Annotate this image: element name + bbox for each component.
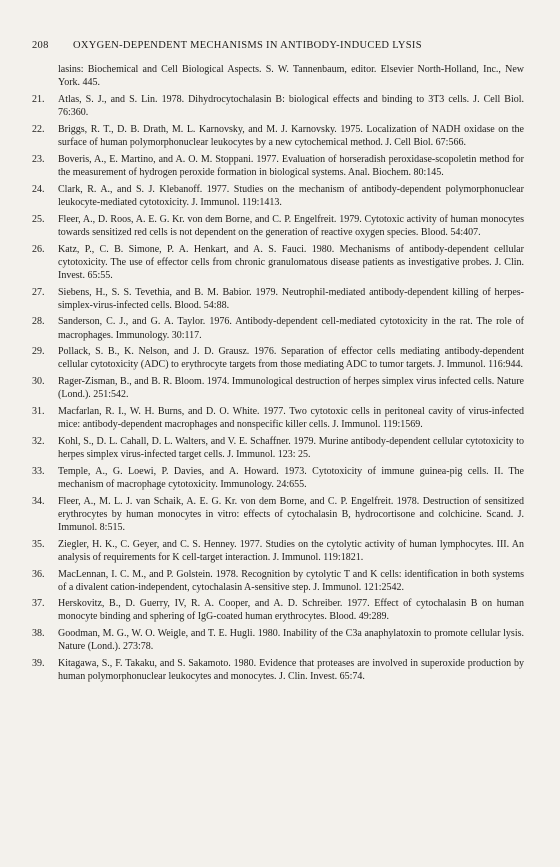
reference-text: Kohl, S., D. L. Cahall, D. L. Walters, and V. E. Schaffner. 1979. Murine antibody-dependent cellular cytotoxicity to herpes simplex virus-infected target cells. J. Immunol. 123: 25.	[58, 435, 524, 460]
reference-text: Siebens, H., S. S. Tevethia, and B. M. Babior. 1979. Neutrophil-mediated antibody-dependent killing of herpes-simplex-virus-infected cells. Blood. 54:88.	[58, 286, 524, 311]
reference-item	[32, 627, 524, 653]
reference-number: 23.	[32, 153, 45, 165]
reference-text: Rager-Zisman, B., and B. R. Bloom. 1974. Immunological destruction of herpes simplex virus infected cells. Nature (Lond.). 251:542.	[58, 376, 524, 401]
reference-number: 36.	[32, 568, 45, 580]
reference-item	[32, 123, 524, 149]
reference-item	[32, 375, 524, 401]
reference-item	[32, 538, 524, 564]
reference-text: Sanderson, C. J., and G. A. Taylor. 1976. Antibody-dependent cell-mediated cytotoxicity in the rat. The role of macrophages. Immunology. 30:117.	[58, 316, 524, 341]
reference-text: Ziegler, H. K., C. Geyer, and C. S. Henney. 1977. Studies on the cytolytic activity of human lymphocytes. III. An analysis of requirements for K cell-target interaction. J. Immunol. 119:1821.	[58, 538, 524, 563]
reference-item	[32, 93, 524, 119]
reference-text: Fleer, A., M. L. J. van Schaik, A. E. G. Kr. von dem Borne, and C. P. Engelfreit. 1978. Destruction of sensitized erythrocytes by human monocytes in vitro: effects of cytochalasin B, hydrocortisone and colchicine. Scand. J. Immunol. 8:515.	[58, 495, 524, 533]
reference-number: 39.	[32, 658, 45, 670]
reference-number: 24.	[32, 183, 45, 195]
reference-text: Temple, A., G. Loewi, P. Davies, and A. Howard. 1973. Cytotoxicity of immune guinea-pig cells. II. The mechanism of macrophage cytotoxicity. Immunology. 24:655.	[58, 465, 524, 490]
reference-item	[32, 243, 524, 282]
reference-text: Herskovitz, B., D. Guerry, IV, R. A. Cooper, and A. D. Schreiber. 1977. Effect of cytochalasin B on human monocyte binding and sphering of IgG-coated human erythrocytes. Blood. 49:289.	[58, 598, 524, 623]
reference-text: Atlas, S. J., and S. Lin. 1978. Dihydrocytochalasin B: biological effects and binding to 3T3 cells. J. Cell Biol. 76:360.	[58, 94, 524, 119]
running-title: OXYGEN-DEPENDENT MECHANISMS IN ANTIBODY-INDUCED LYSIS	[72, 40, 422, 51]
reference-text: lasins: Biochemical and Cell Biological Aspects. S. W. Tannenbaum, editor. Elsevier North-Holland, Inc., New York. 445.	[58, 64, 524, 89]
reference-text: Boveris, A., E. Martino, and A. O. M. Stoppani. 1977. Evaluation of horseradish peroxidase-scopoletin method for the measurement of hydrogen peroxide formation in biological systems. Anal. Biochem. 80:145.	[58, 153, 524, 179]
reference-continuation	[32, 63, 524, 89]
reference-item	[32, 435, 524, 461]
page-number: 208	[32, 40, 49, 51]
reference-number: 29.	[32, 346, 45, 358]
reference-number: 32.	[32, 435, 45, 447]
reference-item	[32, 286, 524, 312]
reference-number: 28.	[32, 316, 45, 328]
reference-text: Macfarlan, R. I., W. H. Burns, and D. O. White. 1977. Two cytotoxic cells in peritoneal cavity of virus-infected mice: antibody-dependent macrophages and nonspecific killer cells. J. Immunol. 119:1569.	[58, 406, 524, 431]
reference-text: Fleer, A., D. Roos, A. E. G. Kr. von dem Borne, and C. P. Engelfreit. 1979. Cytotoxic activity of human monocytes towards sensitized red cells is not dependent on the generation of reactive oxygen species. Blood. 54:407.	[58, 213, 524, 238]
reference-number: 35.	[32, 538, 45, 550]
reference-number: 21.	[32, 94, 45, 106]
reference-item	[32, 465, 524, 491]
reference-number: 30.	[32, 376, 45, 388]
reference-items	[32, 93, 524, 683]
reference-number: 26.	[32, 243, 45, 255]
reference-number: 22.	[32, 124, 45, 136]
reference-number: 25.	[32, 213, 45, 225]
reference-item	[32, 345, 524, 371]
reference-item	[32, 597, 524, 623]
reference-item	[32, 495, 524, 534]
reference-item	[32, 568, 524, 594]
reference-item	[32, 183, 524, 209]
reference-item	[32, 405, 524, 431]
reference-number: 33.	[32, 465, 45, 477]
reference-list	[32, 63, 524, 687]
reference-text: Katz, P., C. B. Simone, P. A. Henkart, and A. S. Fauci. 1980. Mechanisms of antibody-dependent cellular cytotoxicity. The use of effector cells from chronic granulomatous disease patients as investigative probes. J. Clin. Invest. 65:55.	[58, 243, 524, 281]
reference-item	[32, 657, 524, 683]
reference-item	[32, 315, 524, 341]
reference-text: Kitagawa, S., F. Takaku, and S. Sakamoto. 1980. Evidence that proteases are involved in superoxide production by human polymorphonuclear leukocytes and monocytes. J. Clin. Invest. 65:74.	[58, 658, 524, 683]
reference-item	[32, 153, 524, 179]
reference-text: Pollack, S. B., K. Nelson, and J. D. Grausz. 1976. Separation of effector cells mediating antibody-dependent cellular cytotoxicity (ADC) to erythrocyte targets from those mediating ADC to tumor targets. J. Immunol. 116:944.	[58, 346, 524, 371]
reference-number: 37.	[32, 598, 45, 610]
reference-item	[32, 213, 524, 239]
reference-text: Clark, R. A., and S. J. Klebanoff. 1977. Studies on the mechanism of antibody-dependent polymorphonuclear leukocyte-mediated cytotoxicity. J. Immunol. 119:1413.	[58, 183, 524, 208]
reference-number: 34.	[32, 495, 45, 507]
page-header	[32, 40, 532, 51]
reference-text: Briggs, R. T., D. B. Drath, M. L. Karnovsky, and M. J. Karnovsky. 1975. Localization of NADH oxidase on the surface of human polymorphonuclear leukocytes by a new cytochemical method. J. Cell Biol. 67:566.	[58, 124, 524, 149]
reference-text: Goodman, M. G., W. O. Weigle, and T. E. Hugli. 1980. Inability of the C3a anaphylatoxin to promote cellular lysis. Nature (Lond.). 273:78.	[58, 628, 524, 653]
reference-number: 38.	[32, 628, 45, 640]
reference-number: 31.	[32, 406, 45, 418]
reference-text: MacLennan, I. C. M., and P. Golstein. 1978. Recognition by cytolytic T and K cells: identification in both systems of a divalent cation-independent, cytochalasin A-sensitive step. J. Immunol. 121:2542.	[58, 568, 524, 593]
reference-number: 27.	[32, 286, 45, 298]
